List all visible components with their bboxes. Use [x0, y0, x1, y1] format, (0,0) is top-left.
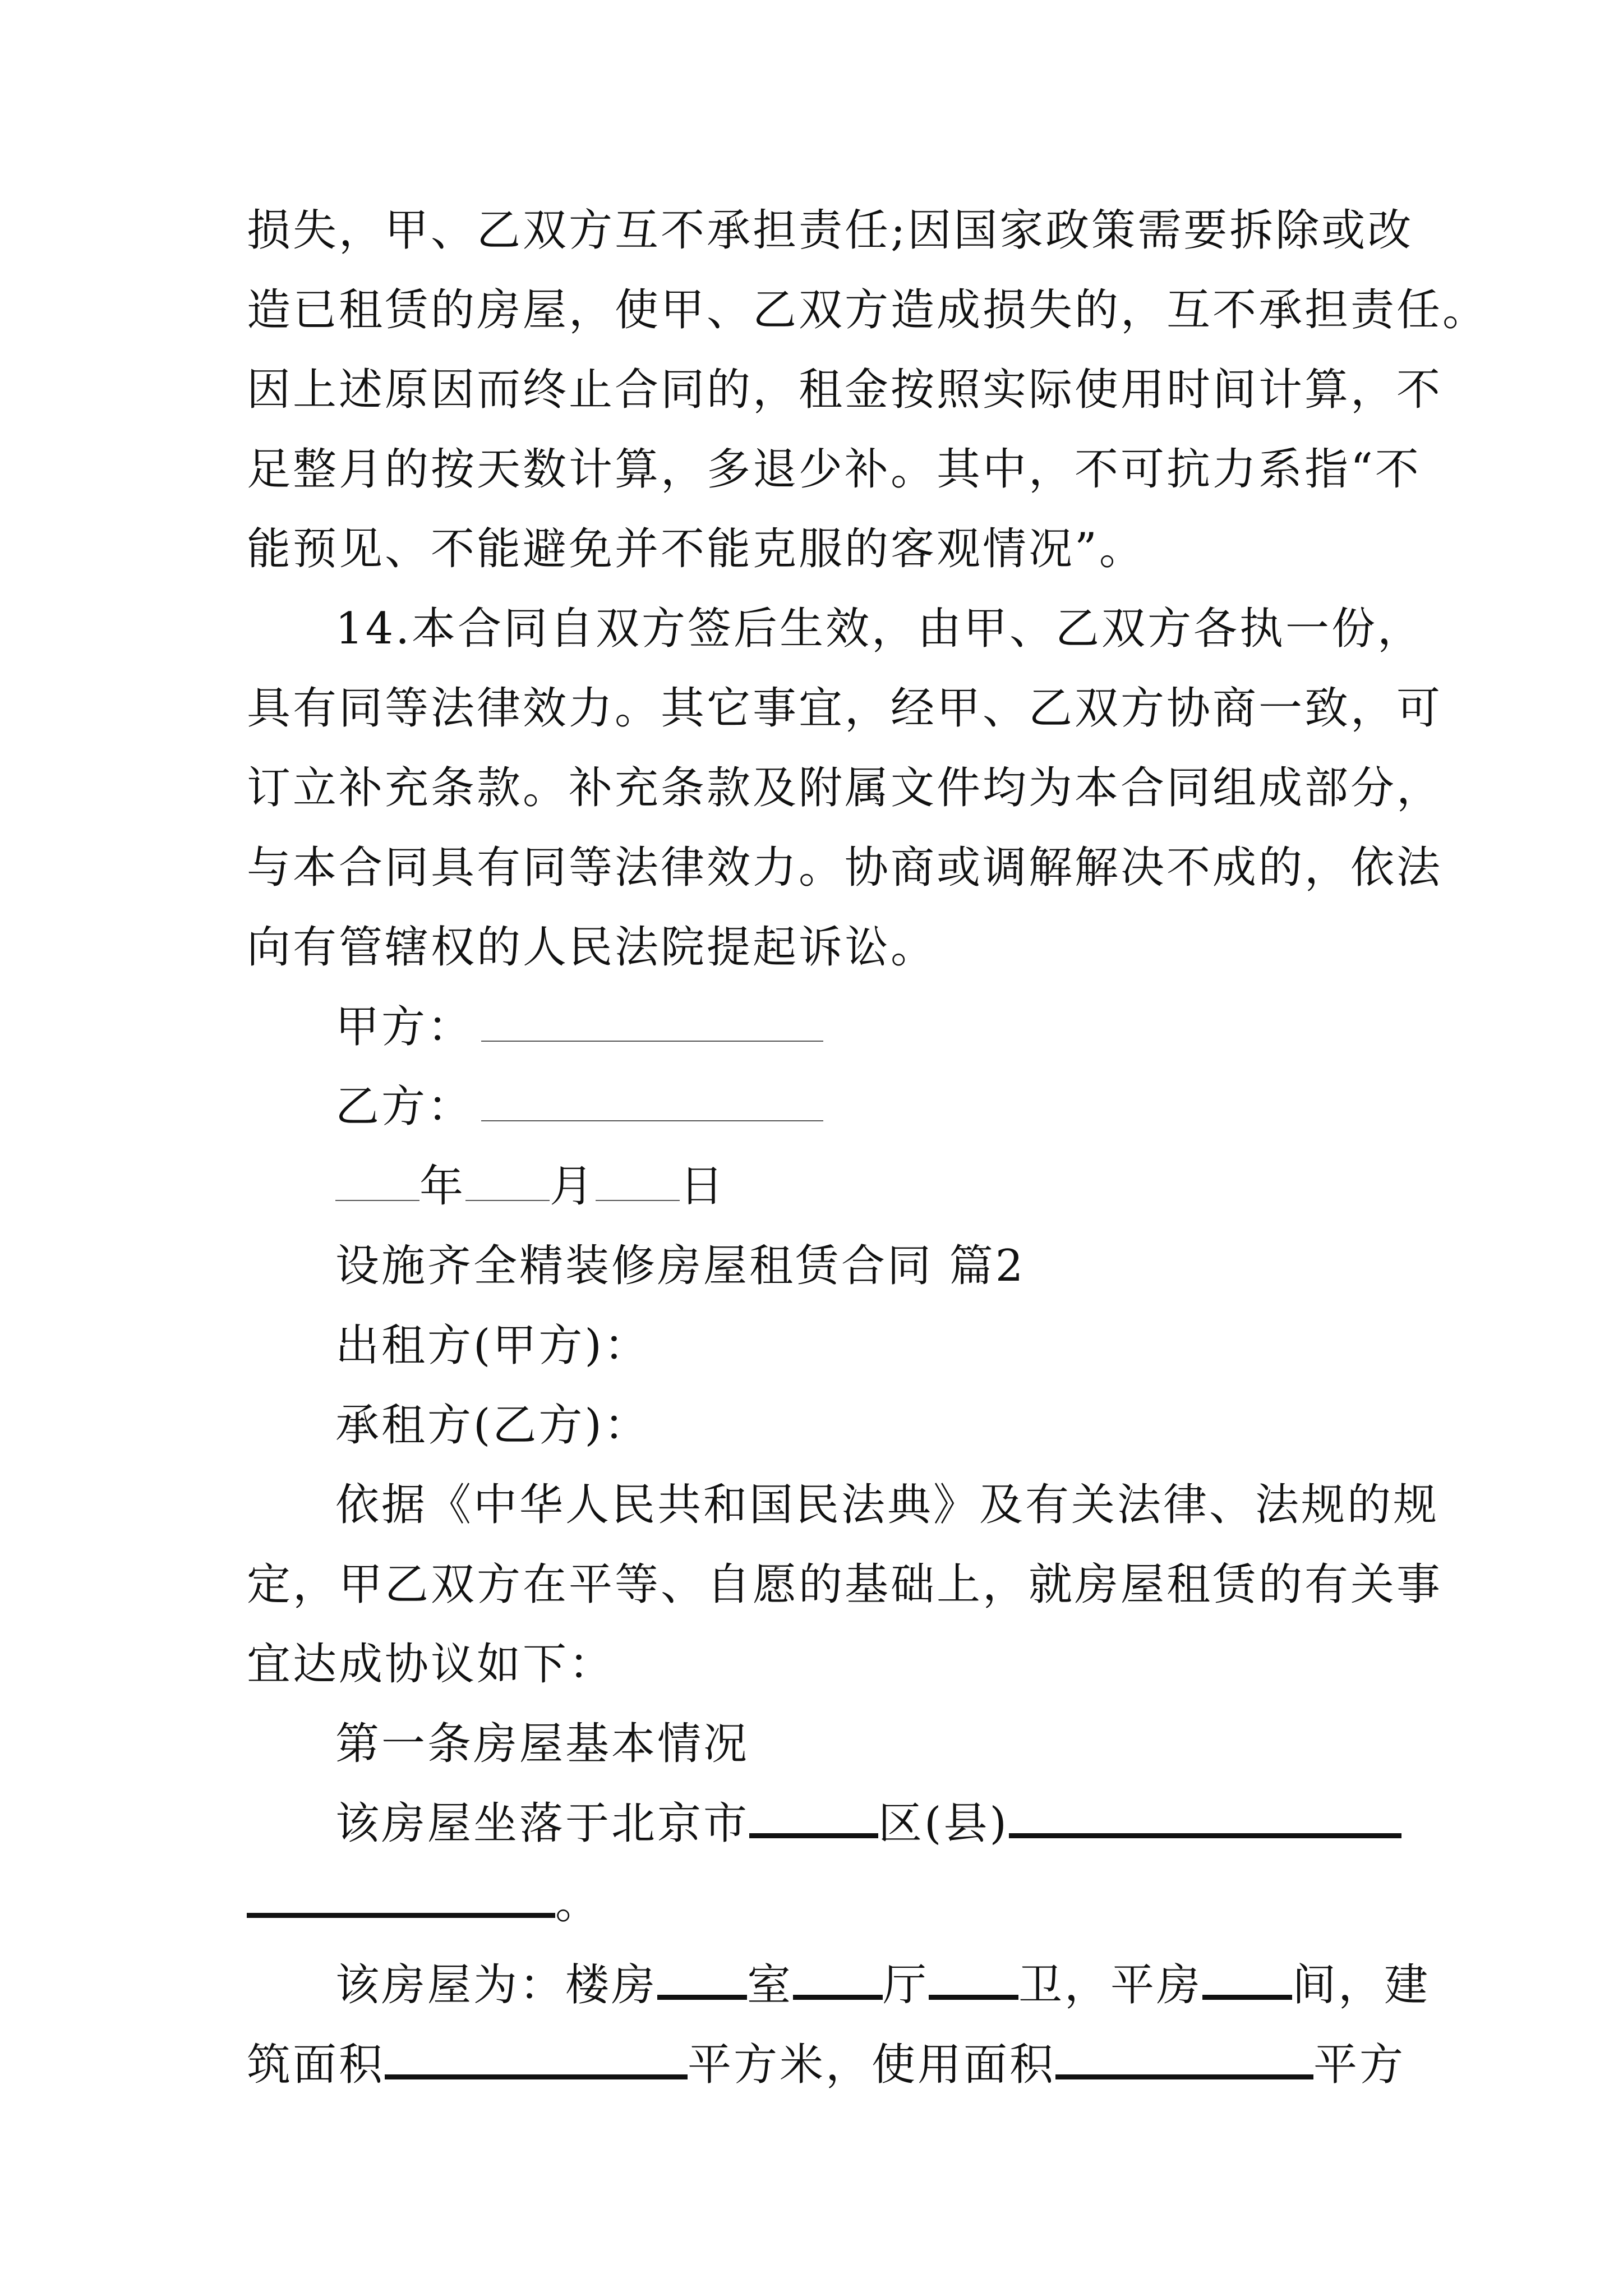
bath-label: 卫，平房: [1018, 1960, 1203, 2010]
paragraph-line: 定，甲乙双方在平等、自愿的基础上，就房屋租赁的有关事: [247, 1559, 1443, 1610]
paragraph-line: 足整月的按天数计算，多退少补。其中，不可抗力系指“不: [247, 444, 1421, 495]
paragraph-line: 能预见、不能避免并不能克服的客观情况”。: [247, 524, 1145, 574]
sqm-use-label: 平方米，使用面积: [688, 2040, 1056, 2090]
location-prefix: 该房屋坐落于北京市: [335, 1798, 750, 1849]
address-blank-cont: [247, 1877, 555, 1918]
sqm-end-label: 平方: [1313, 2040, 1406, 2090]
district-blank: [749, 1797, 878, 1838]
party-b-signature: [247, 1067, 1402, 1147]
location-line: [247, 1784, 1402, 1864]
house-type-line: [247, 1945, 1431, 2025]
room-blank: [657, 1959, 747, 2000]
bungalow-blank: [1202, 1959, 1292, 2000]
day-label: 日: [680, 1161, 726, 1212]
lessee-line: 承租方(乙方)：: [335, 1400, 650, 1451]
party-a-signature: [247, 987, 1402, 1067]
clause-14-line: 14.本合同自双方签后生效，由甲、乙双方各执一份，: [335, 604, 1424, 654]
month-blank: [465, 1161, 550, 1201]
lessor-line: 出租方(甲方)：: [335, 1320, 650, 1371]
year-blank: [335, 1161, 419, 1201]
signature-date: [247, 1147, 1402, 1226]
jian-label: 间，建: [1292, 1960, 1431, 2010]
paragraph-line: 与本合同具有同等法律效力。协商或调解解决不成的，依法: [247, 843, 1443, 893]
paragraph-line: 因上述原因而终止合同的，租金按照实际使用时间计算，不: [247, 365, 1443, 415]
party-a-blank: [481, 1001, 823, 1042]
paragraph-line: 依据《中华人民共和国民法典》及有关法律、法规的规: [335, 1480, 1440, 1530]
paragraph-line: 向有管辖权的人民法院提起诉讼。: [247, 922, 937, 973]
year-label: 年: [419, 1161, 466, 1212]
paragraph-line: 造已租赁的房屋，使甲、乙双方造成损失的，互不承担责任。: [247, 285, 1489, 335]
paragraph-line: 订立补充条款。补充条款及附属文件均为本合同组成部分，: [247, 763, 1443, 813]
room-label: 室: [747, 1960, 794, 2010]
location-line-cont: [247, 1864, 1402, 1943]
day-blank: [596, 1161, 680, 1201]
district-label: 区(县): [878, 1798, 1009, 1849]
party-a-label: 甲方：: [335, 1002, 474, 1052]
party-b-blank: [481, 1081, 823, 1121]
period-mark: 。: [555, 1878, 602, 1929]
hall-label: 厅: [883, 1960, 929, 2010]
address-blank: [1009, 1797, 1401, 1838]
house-prefix: 该房屋为：楼房: [335, 1960, 658, 2010]
month-label: 月: [550, 1161, 596, 1212]
area-line: [247, 2025, 1406, 2105]
building-area-blank: [385, 2039, 688, 2079]
bath-blank: [929, 1959, 1018, 2000]
party-b-label: 乙方：: [335, 1082, 474, 1132]
document-content: [247, 191, 1489, 2105]
usable-area-blank: [1055, 2039, 1313, 2079]
hall-blank: [793, 1959, 883, 2000]
paragraph-line: 损失，甲、乙双方互不承担责任;因国家政策需要拆除或改: [247, 205, 1414, 256]
paragraph-line: 具有同等法律效力。其它事宜，经甲、乙双方协商一致，可: [247, 683, 1443, 734]
contract-2-title: 设施齐全精装修房屋租赁合同 篇2: [335, 1241, 1026, 1291]
paragraph-line: 宜达成协议如下：: [247, 1639, 615, 1690]
area-prefix: 筑面积: [247, 2040, 385, 2090]
article-1-title: 第一条房屋基本情况: [335, 1719, 750, 1769]
